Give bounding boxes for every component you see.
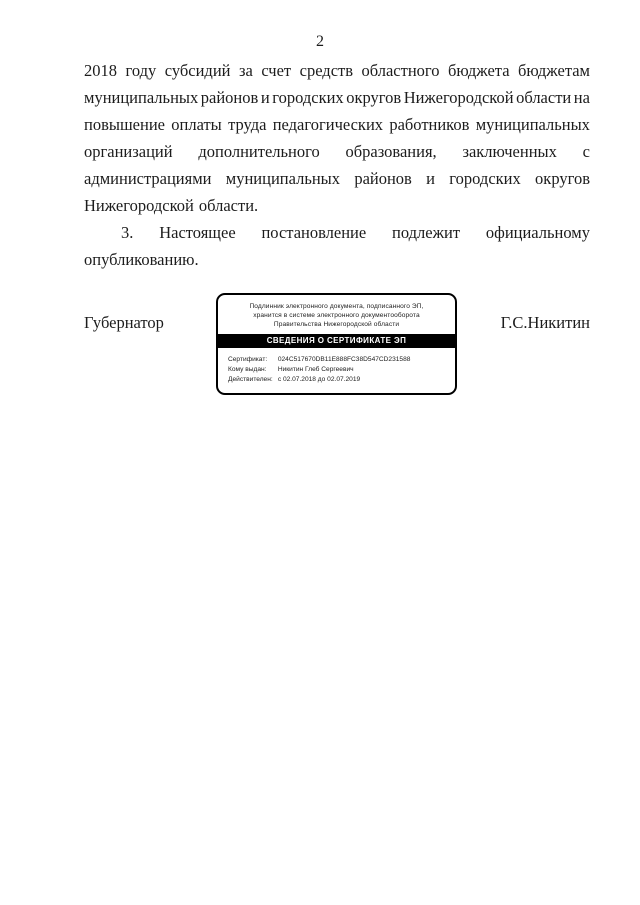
body-word: 2018 [84, 61, 117, 80]
stamp-field-label: Сертификат: [228, 356, 268, 363]
body-word: 3. [121, 223, 134, 242]
body-word: году [125, 61, 157, 80]
body-word: Нижегородской [403, 88, 514, 107]
stamp-field-certificate [228, 355, 449, 365]
body-word: бюджетам [518, 61, 590, 80]
stamp-header [218, 295, 455, 329]
body-word: официальному [485, 223, 590, 242]
body-word: муниципальных [84, 88, 199, 107]
body-line [84, 246, 590, 273]
body-line [84, 192, 590, 219]
body-line [84, 57, 590, 84]
body-word: области. [198, 196, 259, 215]
stamp-field-valid-period [228, 375, 449, 385]
body-word: педагогических [272, 115, 384, 134]
body-word: работников [389, 115, 470, 134]
body-word: городских [449, 169, 521, 188]
body-line [84, 84, 590, 111]
body-word: постановление [261, 223, 367, 242]
body-word: подлежит [392, 223, 461, 242]
stamp-field-label: Кому выдан: [228, 366, 267, 373]
signature-title: Губернатор [84, 313, 164, 332]
body-text [84, 57, 590, 273]
body-word: муниципальных [225, 169, 341, 188]
body-word: оплаты [171, 115, 222, 134]
stamp-header-line: Подлинник электронного документа, подписанного ЭП, [249, 303, 424, 310]
signature-name: Г.С.Никитин [500, 313, 590, 332]
body-word: округов [535, 169, 590, 188]
body-word: за [238, 61, 253, 80]
body-word: заключенных [462, 142, 557, 161]
body-word: администрациями [84, 169, 212, 188]
electronic-signature-stamp [216, 293, 457, 395]
body-word: районов [200, 88, 259, 107]
stamp-header-line: Правительства Нижегородской области [273, 321, 400, 328]
body-word: опубликованию. [84, 250, 199, 269]
body-line [84, 138, 590, 165]
page-number: 2 [316, 33, 324, 50]
stamp-field-issued-to [228, 365, 449, 375]
body-word: области [516, 88, 572, 107]
body-word: дополнительного [198, 142, 320, 161]
body-word: средств [299, 61, 354, 80]
stamp-field-value: Никитин Глеб Сергеевич [277, 366, 354, 373]
stamp-header-line: хранится в системе электронного документооборота [253, 312, 420, 319]
body-word: и [260, 88, 270, 107]
body-word: городских [272, 88, 344, 107]
stamp-field-value: 024C517670DB11E888FC38D547CD231588 [277, 356, 411, 363]
body-word: на [573, 88, 590, 107]
stamp-fields [218, 348, 455, 385]
body-word: труда [228, 115, 267, 134]
body-word: областного [361, 61, 440, 80]
body-line [84, 219, 590, 246]
body-word: районов [354, 169, 412, 188]
body-word: повышение [84, 115, 165, 134]
body-word: и [426, 169, 435, 188]
stamp-field-label: Действителен: [228, 376, 273, 383]
body-word: субсидий [164, 61, 231, 80]
body-word: образования, [345, 142, 437, 161]
stamp-certificate-bar: СВЕДЕНИЯ О СЕРТИФИКАТЕ ЭП [218, 334, 455, 348]
body-word: бюджета [448, 61, 510, 80]
stamp-field-value: с 02.07.2018 до 02.07.2019 [277, 376, 361, 383]
body-word: муниципальных [475, 115, 590, 134]
body-word: организаций [84, 142, 173, 161]
body-word: Настоящее [159, 223, 236, 242]
body-line [84, 111, 590, 138]
body-line [84, 165, 590, 192]
body-word: округов [346, 88, 402, 107]
body-word: счет [261, 61, 292, 80]
body-word: с [582, 142, 590, 161]
body-word: Нижегородской [84, 196, 194, 215]
